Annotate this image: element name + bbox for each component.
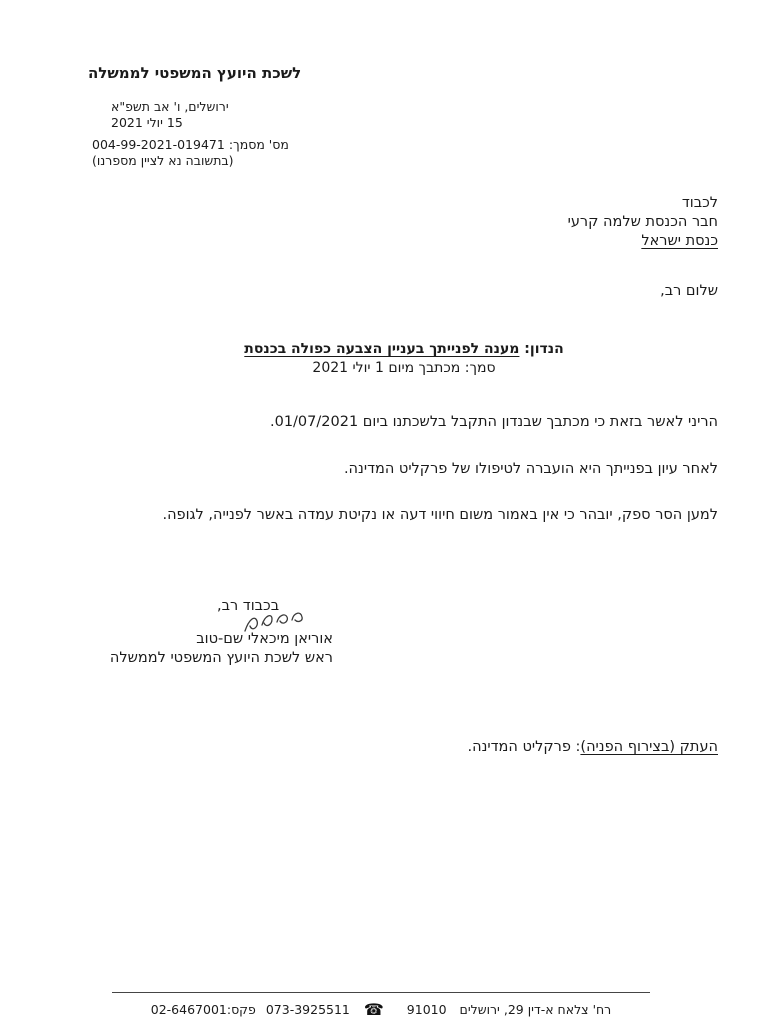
body-paragraph-2: לאחר עיון בפנייתך היא הועברה לטיפולו של פרקליט המדינה. [343,461,718,477]
document-number-block [92,137,289,169]
body-paragraph-3: למען הסר ספק, יובהר כי אין באמור משום חיווי דעה או נקיטת עמדה באשר לפנייה, לגופה. [162,507,718,523]
subject-line [46,340,762,359]
signatory-role: ראש לשכת היועץ המשפטי לממשלה [109,650,333,666]
signature-block [100,630,333,668]
subject-block [46,340,762,378]
reply-note: (בתשובה נא לציין מספרנו) [92,153,234,168]
recipient-salutation: לכבוד [681,195,718,211]
reference-text: מכתבך מיום 1 יולי 2021 [312,360,461,376]
reference-label: סמך: [464,360,496,376]
cc-line [468,739,718,755]
document-number-label: מס' מסמך: [228,137,289,152]
reference-line [46,359,762,378]
footer-phone: 073-3925511 [265,1002,350,1017]
footer-address: רח' צלאח א-דין 29, ירושלים [459,1002,612,1017]
subject-title: מענה לפנייתך בעניין הצבעה כפולה בכנסת [244,341,520,357]
hebrew-date: ירושלים, ו' אב תשפ"א [111,99,229,114]
gregorian-date: 15 יולי 2021 [111,115,183,130]
recipient-name: חבר הכנסת שלמה קרעי [567,214,718,230]
footer-contact-line [0,1000,762,1019]
body-paragraph-1: הריני לאשר בזאת כי מכתבך שבנדון התקבל בלשכתנו ביום 01/07/2021. [269,414,718,430]
signatory-name: אוריאן מיכאלי שם-טוב [196,631,333,647]
date-block [111,99,229,131]
closing-salutation: בכבוד רב, [217,598,280,614]
recipient-block [568,194,718,251]
footer-divider [112,992,650,993]
greeting: שלום רב, [660,283,718,299]
cc-colon: : [575,739,581,755]
subject-label: הנדון: [524,341,564,357]
footer-fax-label: פקס: [226,1002,256,1017]
footer-fax: 02-6467001 [150,1002,227,1017]
document-number-value: 004-99-2021-019471 [92,137,225,152]
recipient-organization: כנסת ישראל [641,233,718,249]
letterhead-office-title: לשכת היועץ המשפטי לממשלה [88,64,302,82]
cc-value: פרקליט המדינה. [467,739,571,755]
footer-zip: 91010 [406,1002,447,1017]
document-number-line [92,137,289,153]
cc-label: העתק (בצירוף הפניה) [580,739,718,755]
telephone-icon: ☎ [363,1000,384,1019]
